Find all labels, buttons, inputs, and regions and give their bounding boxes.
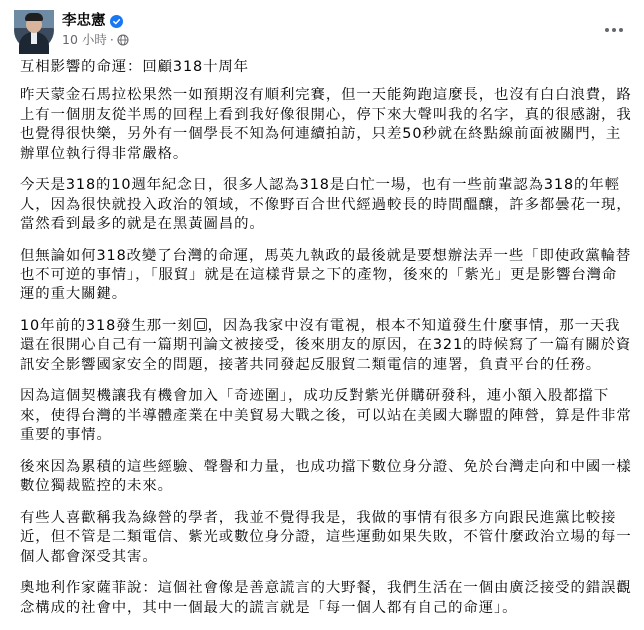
post-paragraph-6: 後來因為累積的這些經驗、聲譽和力量，也成功擋下數位身分證、免於台灣走向和中國一樣數位獨裁監控的未來。: [20, 458, 632, 495]
emoji-icon: [194, 318, 207, 331]
post-paragraph-4: [20, 317, 632, 375]
post-time-row: [62, 32, 129, 48]
meta-separator: ·: [109, 32, 114, 47]
post-paragraph-7: 有些人喜歡稱我為綠營的學者，我並不覺得我是，我做的事情有很多方向跟民進黨比較接近，但不管是二類電信、紫光或數位身分證，這些運動如果失敗，不管什麼政治立場的每一個人都會深受其害。: [20, 509, 632, 565]
post-title: 互相影響的命運：回顧318十周年: [20, 59, 249, 75]
post-paragraph-2: 今天是318的10週年紀念日，很多人認為318是白忙一場，也有一些前輩認為318的年輕人，因為很快就投入政治的領域，不像野百合世代經過較長的時間醞釀，許多都曇花一現，當然看到最多的就是在黑黃圖昌的。: [20, 177, 632, 233]
more-dots-icon: [605, 28, 609, 32]
globe-icon: [117, 34, 129, 46]
verified-badge-icon: [110, 15, 123, 28]
post-paragraph-5: 因為這個契機讓我有機會加入「奇迹圍」，成功反對紫光併購研發科，連小額入股都擋下來，使得台灣的半導體產業在中美貿易大戰之後，可以站在美國大聯盟的陣營，算是件非常重要的事情。: [20, 388, 632, 444]
post-paragraph-8: 奧地利作家薩菲說：這個社會像是善意謊言的大野餐，我們生活在一個由廣泛接受的錯誤觀念構成的社會中，其中一個最大的謊言就是「每一個人都有自己的命運」。: [20, 580, 632, 616]
post-body: [20, 58, 632, 630]
author-row: [62, 12, 129, 30]
post-meta: [62, 12, 129, 48]
post-timestamp[interactable]: 10 小時: [62, 32, 107, 47]
author-name[interactable]: 李忠憲: [62, 13, 106, 29]
avatar[interactable]: [14, 10, 54, 50]
post-header: [14, 8, 632, 52]
paragraph-4-start: 10年前的318發生那一刻: [20, 318, 193, 335]
post-paragraph-3: 但無論如何318改變了台灣的命運，馬英九執政的最後就是要想辦法弄一些「即使政黨輪替也不可逆的事情」，「服貿」就是在這樣背景之下的產物，後來的「紫光」更是影響台灣命運的重大關鍵。: [20, 247, 632, 303]
more-options-button[interactable]: [596, 12, 632, 48]
paragraph-4-rest: ，因為我家中沒有電視，根本不知道發生什麼事情，那一天我還在很開心自己有一篇期刊論文被接受，後來朋友的原因，在321的時候寫了一篇有關於資訊安全影響國家安全的問題，接著共同發起反服貿二類電信的連署，負責平台的任務。: [20, 318, 632, 373]
post-paragraph-1: 昨天蒙金石馬拉松果然一如預期沒有順利完賽，但一天能夠跑這麼長，也沒有白白浪費，路上有一個朋友從半馬的回程上看到我好像很開心，停下來大聲叫我的名字，真的很感謝，我也覺得很快樂，另外有一個學長不知為何連續拍訪，只差50秒就在終點線前面被關門，主辦單位執行得非常嚴格。: [20, 87, 632, 162]
